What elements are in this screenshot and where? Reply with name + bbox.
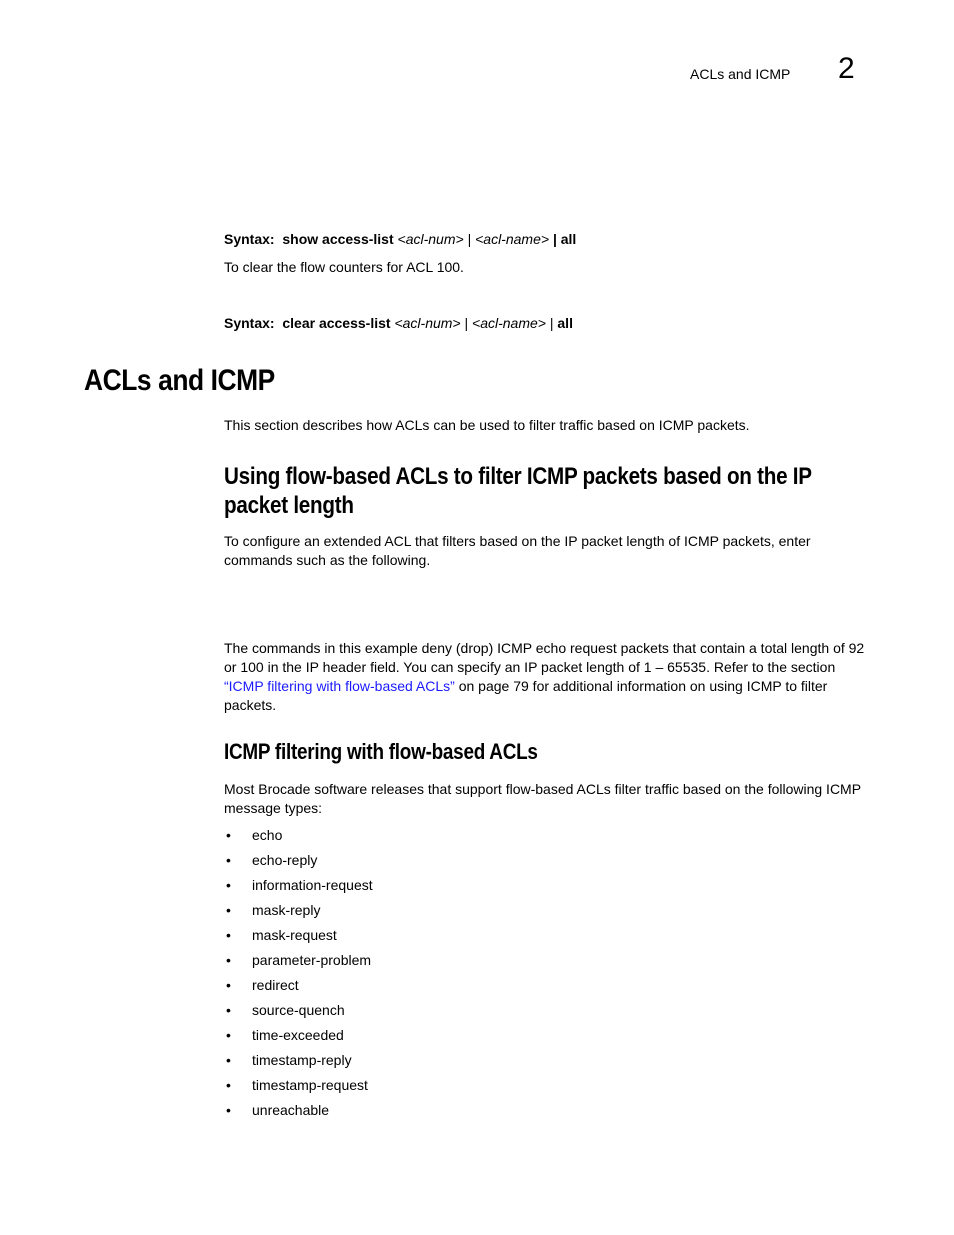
bullet-icon: • (226, 1077, 231, 1093)
list-item: • mask-request (226, 927, 337, 943)
list-item: • timestamp-request (226, 1077, 368, 1093)
list-item: • redirect (226, 977, 299, 993)
running-header-title: ACLs and ICMP (690, 66, 791, 82)
syntax-show-access-list (224, 231, 576, 247)
bullet-icon: • (226, 852, 231, 868)
packet-length-intro: To configure an extended ACL that filters based on the IP packet length of ICMP packets, enter commands such as the following. (224, 533, 811, 568)
syntax-arg: <acl-num> (397, 231, 464, 247)
subsection-heading-icmp-filtering: ICMP filtering with flow-based ACLs (224, 739, 538, 764)
bullet-icon: • (226, 1052, 231, 1068)
bullet-icon: • (226, 977, 231, 993)
bullet-icon: • (226, 1102, 231, 1118)
icmp-message-type-list (224, 826, 373, 1126)
syntax-option: all (557, 315, 573, 331)
syntax-separator: | (467, 231, 472, 247)
syntax-command: clear access-list (282, 315, 391, 331)
syntax-arg: <acl-num> (394, 315, 461, 331)
packet-length-explanation (224, 639, 868, 715)
icmp-filtering-intro: Most Brocade software releases that support flow-based ACLs filter traffic based on the following ICMP message types: (224, 781, 861, 816)
bullet-icon: • (226, 952, 231, 968)
bullet-icon: • (226, 902, 231, 918)
subsection-heading-packet-length: Using flow-based ACLs to filter ICMP packets based on the IP packet length (224, 463, 812, 519)
cross-reference-link[interactable]: “ICMP filtering with flow-based ACLs” (224, 678, 455, 694)
bullet-icon: • (226, 927, 231, 943)
syntax-separator: | (464, 315, 469, 331)
syntax-command: show access-list (282, 231, 394, 247)
syntax-label: Syntax: (224, 231, 275, 247)
syntax-separator: | (549, 315, 554, 331)
chapter-number: 2 (838, 52, 855, 85)
section-heading: ACLs and ICMP (84, 364, 275, 397)
syntax-arg: <acl-name> (472, 315, 546, 331)
syntax-option: all (560, 231, 577, 247)
bullet-icon: • (226, 1027, 231, 1043)
list-item: • unreachable (226, 1102, 330, 1118)
clear-counters-text: To clear the flow counters for ACL 100. (224, 259, 464, 275)
list-item: • mask-reply (226, 902, 321, 918)
paragraph-text: The commands in this example deny (drop) ICMP echo request packets that contain a total length of 92 or 100 in the IP header field. You can specify an IP packet length of 1 – 65535. Refer to the section (224, 640, 865, 675)
list-item: • information-request (226, 877, 373, 893)
list-item: • time-exceeded (226, 1027, 344, 1043)
list-item: • parameter-problem (226, 952, 372, 968)
paragraph-text: on page 79 for additional information on using ICMP to filter packets. (224, 678, 828, 713)
syntax-clear-access-list (224, 315, 573, 331)
bullet-icon: • (226, 877, 231, 893)
bullet-icon: • (226, 827, 231, 843)
section-intro: This section describes how ACLs can be used to filter traffic based on ICMP packets. (224, 417, 750, 433)
list-item: • timestamp-reply (226, 1052, 352, 1068)
syntax-label: Syntax: (224, 315, 275, 331)
list-item: • echo (226, 827, 283, 843)
list-item: • echo-reply (226, 852, 318, 868)
list-item: • source-quench (226, 1002, 345, 1018)
syntax-separator: | (552, 231, 557, 247)
syntax-arg: <acl-name> (475, 231, 550, 247)
bullet-icon: • (226, 1002, 231, 1018)
